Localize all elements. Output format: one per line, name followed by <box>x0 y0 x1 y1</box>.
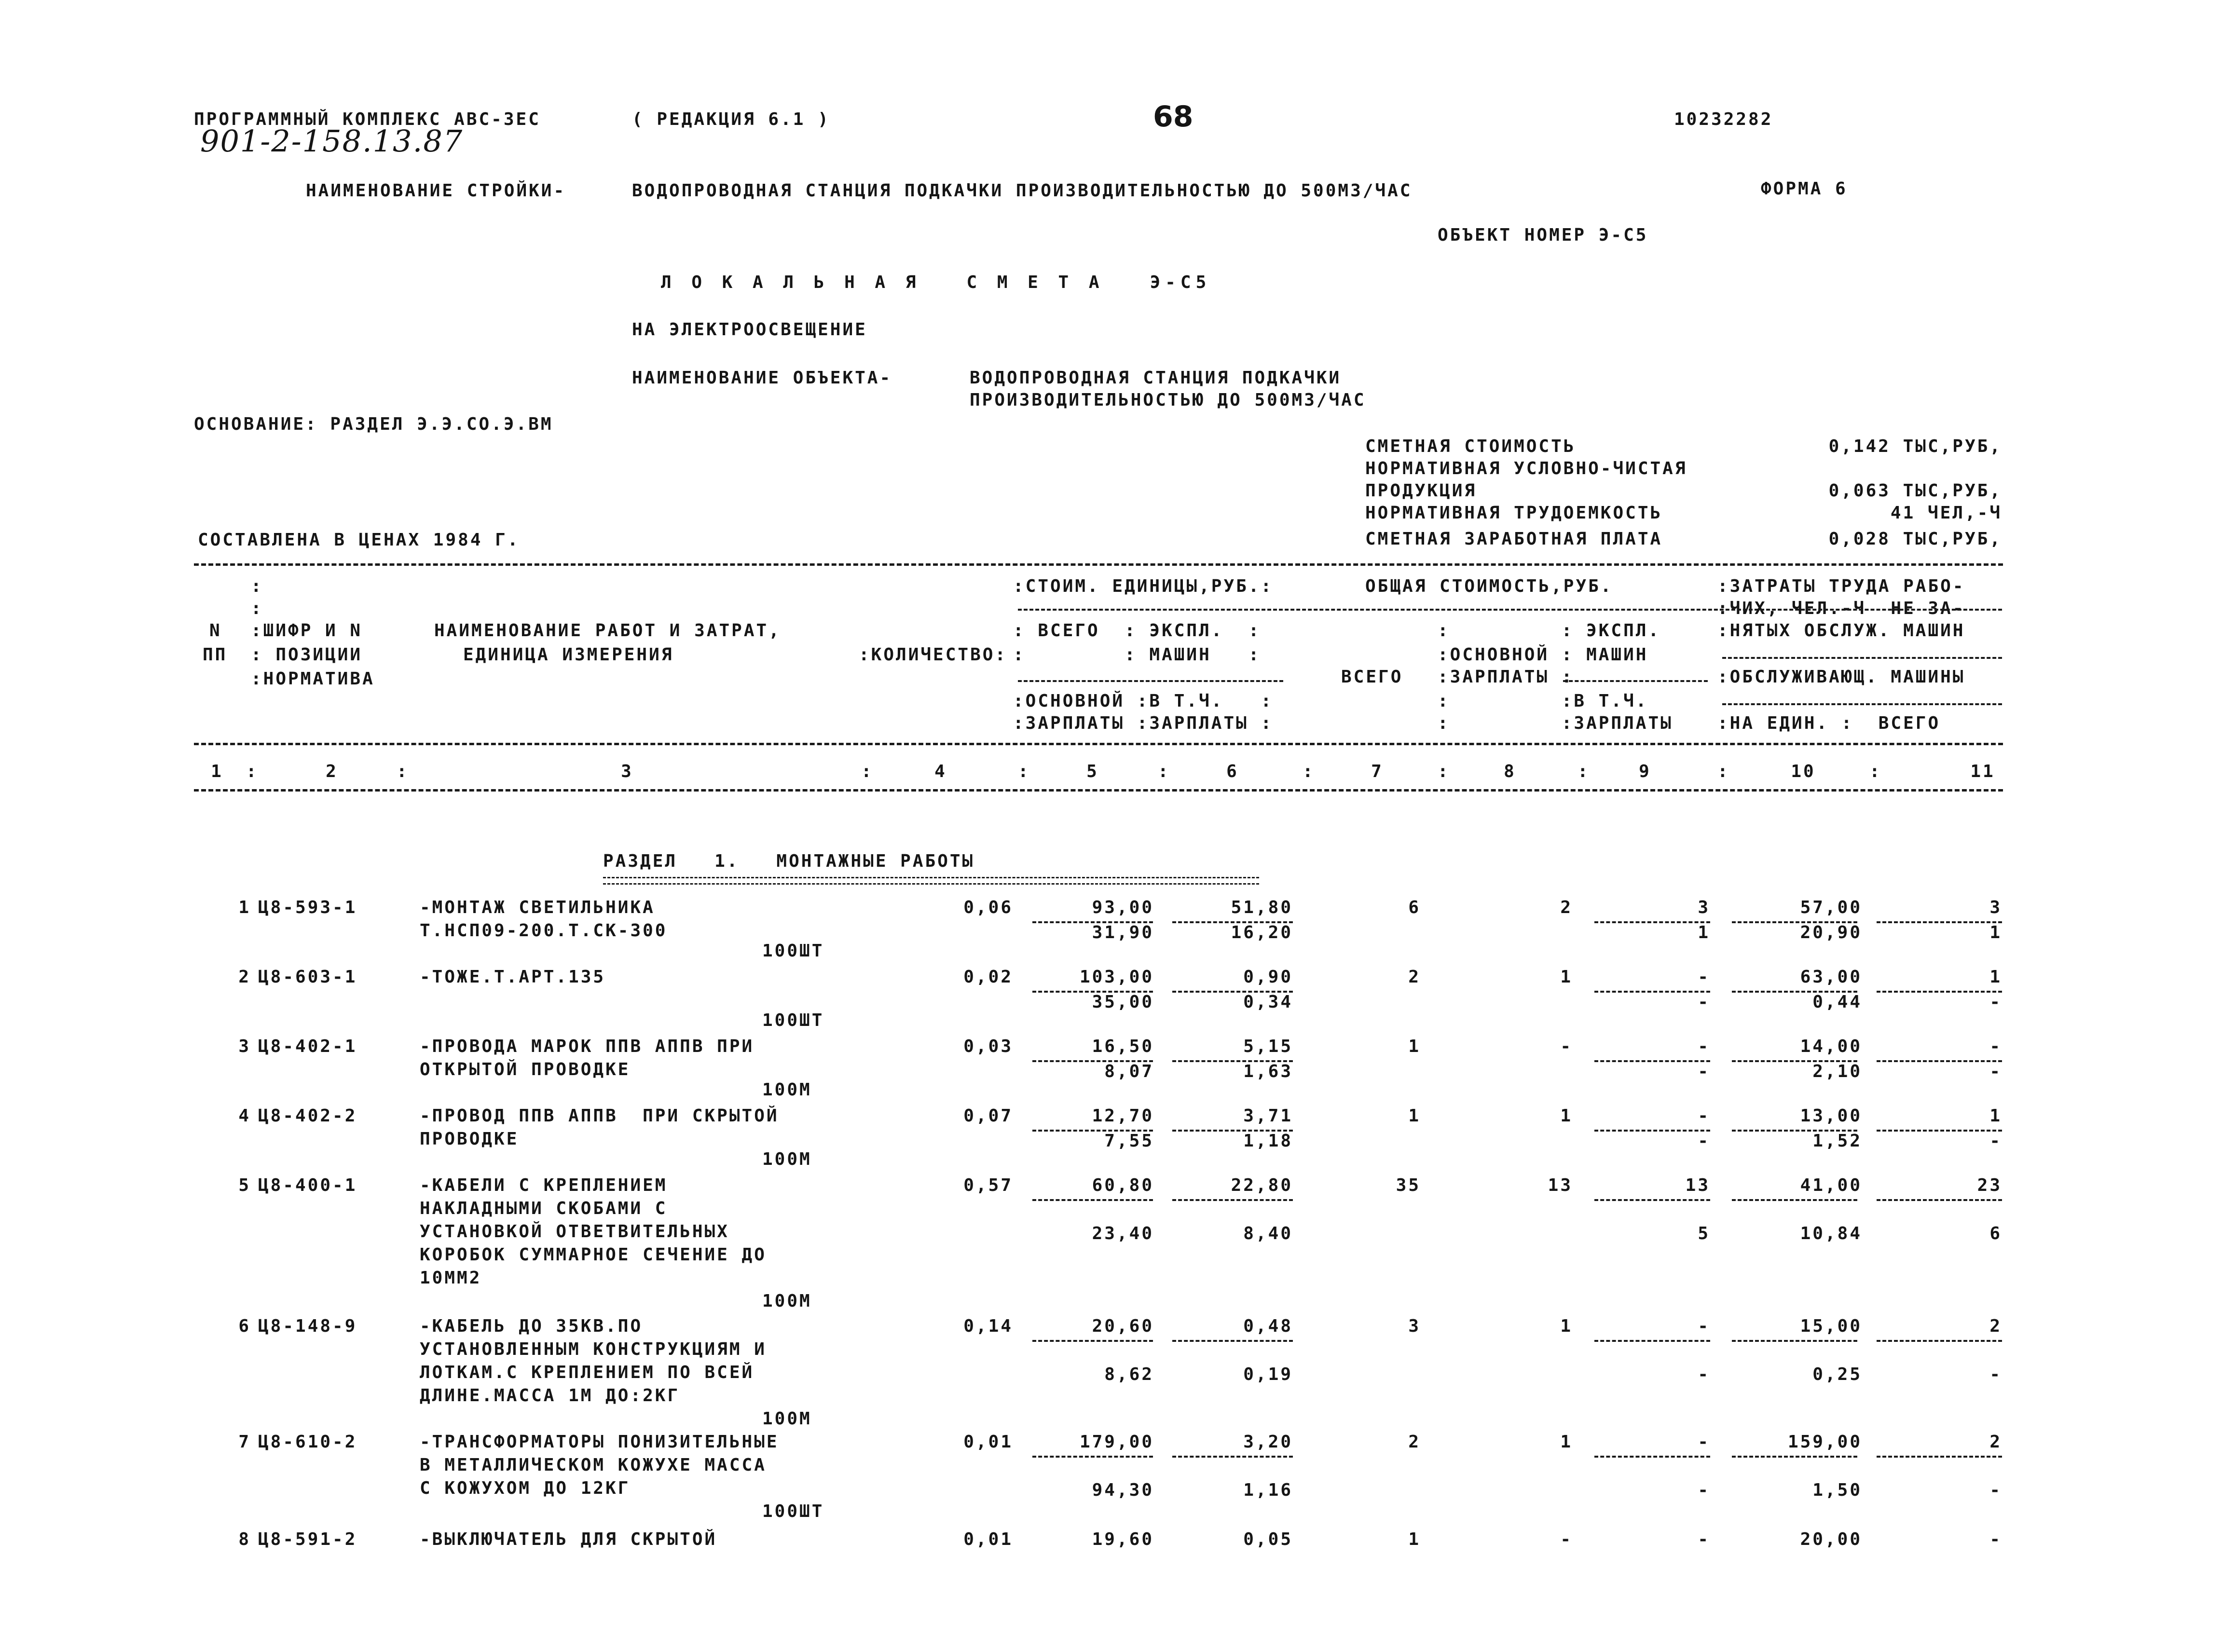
row-quantity: 0,57 <box>963 1175 1013 1195</box>
total-cost: 1 <box>1408 1529 1421 1549</box>
edition: ( РЕДАКЦИЯ 6.1 ) <box>632 109 830 129</box>
row-number: 3 <box>238 1037 251 1056</box>
hdr-total-d: : :В Т.Ч. <box>1438 691 1648 711</box>
row-description: -ПРОВОД ППВ АППВ ПРИ СКРЫТОЙ <box>420 1106 779 1126</box>
labor-machines-total: - <box>1989 1062 2002 1081</box>
row-quantity: 0,01 <box>963 1529 1013 1549</box>
labor-rule <box>1877 1456 2002 1458</box>
labor-machines-per-unit: 0,44 <box>1812 992 1862 1012</box>
hdr-unit-cost-d: :ЗАРПЛАТЫ :ЗАРПЛАТЫ : <box>1013 713 1274 733</box>
total-base-wage: - <box>1560 1529 1573 1549</box>
column-number: 2 <box>326 762 338 781</box>
labor-per-unit: 57,00 <box>1800 898 1862 917</box>
total-machines: - <box>1698 1432 1710 1452</box>
total-base-wage: 1 <box>1560 967 1573 987</box>
summary-label-net-2: ПРОДУКЦИЯ <box>1365 481 1477 501</box>
object-name-line1: ВОДОПРОВОДНАЯ СТАНЦИЯ ПОДКАЧКИ <box>970 368 1342 388</box>
row-unit: 100М <box>762 1149 812 1169</box>
row-quantity: 0,02 <box>963 967 1013 987</box>
total-cost: 2 <box>1408 1432 1421 1452</box>
total-cost: 35 <box>1396 1175 1421 1195</box>
hdr-quantity: :КОЛИЧЕСТВО: <box>859 645 1008 665</box>
total-base-wage: 1 <box>1560 1316 1573 1336</box>
total-machines: 3 <box>1698 898 1710 917</box>
hdr-total-all: ВСЕГО <box>1341 667 1403 687</box>
labor-total: 1 <box>1989 967 2002 987</box>
labor-machines-total: - <box>1989 1480 2002 1500</box>
unit-cost-total: 19,60 <box>1092 1529 1154 1549</box>
row-number: 4 <box>238 1106 251 1126</box>
unit-cost-total: 16,50 <box>1092 1037 1154 1056</box>
total-machines-wage: - <box>1698 1480 1710 1500</box>
row-unit: 100ШТ <box>762 1010 824 1030</box>
total-cost: 3 <box>1408 1316 1421 1336</box>
unit-cost-base-wage: 94,30 <box>1092 1480 1154 1500</box>
total-machines-wage: 1 <box>1698 923 1710 942</box>
labor-machines-per-unit: 1,50 <box>1812 1480 1862 1500</box>
unit-cost-machines: 3,20 <box>1243 1432 1293 1452</box>
labor-machines-per-unit: 10,84 <box>1800 1224 1862 1243</box>
total-rule <box>1594 1130 1710 1132</box>
unit-cost-machines: 0,90 <box>1243 967 1293 987</box>
unit-cost-rule <box>1032 1456 1153 1458</box>
hdr-col1-line2: : <box>251 599 263 618</box>
unit-cost-total: 20,60 <box>1092 1316 1154 1336</box>
total-rule <box>1594 1340 1710 1342</box>
column-number: 5 <box>1086 762 1099 781</box>
column-separator: : <box>397 762 409 781</box>
total-rule <box>1594 1060 1710 1062</box>
hdr-rule-2 <box>1018 680 1283 682</box>
form-number: ФОРМА 6 <box>1761 179 1848 199</box>
row-description: УСТАНОВЛЕННЫМ КОНСТРУКЦИЯМ И <box>420 1339 767 1359</box>
unit-cost-machines-wage: 0,34 <box>1243 992 1293 1012</box>
unit-cost-total: 60,80 <box>1092 1175 1154 1195</box>
labor-total: - <box>1989 1529 2002 1549</box>
column-separator: : <box>1717 762 1730 781</box>
hdr-labor-title: :ЗАТРАТЫ ТРУДА РАБО- <box>1717 576 1965 596</box>
labor-total: 2 <box>1989 1316 2002 1336</box>
total-machines-wage: 5 <box>1698 1224 1710 1243</box>
hdr-total-a: : : ЭКСПЛ. <box>1438 621 1661 641</box>
summary-label-net: НОРМАТИВНАЯ УСЛОВНО-ЧИСТАЯ <box>1365 459 1687 478</box>
total-machines-wage: - <box>1698 1365 1710 1384</box>
total-machines: - <box>1698 1037 1710 1056</box>
row-description: -ТОЖЕ.Т.АРТ.135 <box>420 967 606 987</box>
row-description: УСТАНОВКОЙ ОТВЕТВИТЕЛЬНЫХ <box>420 1222 729 1242</box>
row-number: 8 <box>238 1529 251 1549</box>
row-description: -КАБЕЛИ С КРЕПЛЕНИЕМ <box>420 1175 668 1195</box>
row-description: С КОЖУХОМ ДО 12КГ <box>420 1478 631 1498</box>
summary-label-cost: СМЕТНАЯ СТОИМОСТЬ <box>1365 437 1576 456</box>
unit-cost-base-wage: 7,55 <box>1104 1131 1154 1151</box>
column-number: 4 <box>934 762 947 781</box>
labor-per-unit: 20,00 <box>1800 1529 1862 1549</box>
labor-total: 2 <box>1989 1432 2002 1452</box>
unit-cost-machines-wage: 16,20 <box>1231 923 1293 942</box>
row-unit: 100М <box>762 1409 812 1429</box>
labor-machines-total: - <box>1989 1131 2002 1151</box>
unit-cost-machines: 5,15 <box>1243 1037 1293 1056</box>
hdr-rule-3 <box>1563 680 1708 682</box>
hdr-labor-a: :ЧИХ, ЧЕЛ.-Ч НЕ ЗА- <box>1717 599 1965 618</box>
hdr-unit-cost-b: : : МАШИН : <box>1013 645 1261 665</box>
column-separator: : <box>1018 762 1030 781</box>
row-unit: 100М <box>762 1291 812 1311</box>
row-code: Ц8-148-9 <box>258 1316 357 1336</box>
unit-cost-rule <box>1172 1456 1293 1458</box>
column-number: 6 <box>1226 762 1239 781</box>
row-name-value: ВОДОПРОВОДНАЯ СТАНЦИЯ ПОДКАЧКИ ПРОИЗВОДИТЕЛЬНОСТЬЮ ДО 500М3/ЧАС <box>632 181 1413 201</box>
document-title: Л О К А Л Ь Н А Я С М Е Т А Э-С5 <box>661 273 1211 292</box>
labor-rule <box>1732 1199 1857 1201</box>
column-number: 7 <box>1371 762 1384 781</box>
unit-cost-total: 179,00 <box>1079 1432 1154 1452</box>
hdr-labor-d: :НА ЕДИН. : ВСЕГО <box>1717 713 1941 733</box>
unit-cost-machines: 0,48 <box>1243 1316 1293 1336</box>
hdr-unit-cost-a: : ВСЕГО : ЭКСПЛ. : <box>1013 621 1261 641</box>
hdr-rule-4 <box>1722 657 2002 659</box>
total-machines: - <box>1698 1529 1710 1549</box>
total-rule <box>1594 991 1710 993</box>
object-name-line2: ПРОИЗВОДИТЕЛЬНОСТЬЮ ДО 500М3/ЧАС <box>970 390 1366 410</box>
total-base-wage: 1 <box>1560 1106 1573 1126</box>
labor-machines-total: - <box>1989 992 2002 1012</box>
total-machines: - <box>1698 967 1710 987</box>
row-description: ЛОТКАМ.С КРЕПЛЕНИЕМ ПО ВСЕЙ <box>420 1363 754 1382</box>
hdr-rule-5 <box>1722 703 2002 705</box>
unit-cost-total: 103,00 <box>1079 967 1154 987</box>
hdr-total-title: ОБЩАЯ СТОИМОСТЬ,РУБ. <box>1365 576 1613 596</box>
column-number: 10 <box>1791 762 1816 781</box>
labor-machines-per-unit: 0,25 <box>1812 1365 1862 1384</box>
row-description: Т.НСП09-200.Т.СК-300 <box>420 921 668 941</box>
labor-per-unit: 14,00 <box>1800 1037 1862 1056</box>
hdr-col2-line3: : ПОЗИЦИИ <box>251 645 363 665</box>
hdr-total-e: : :ЗАРПЛАТЫ <box>1438 713 1673 733</box>
labor-rule <box>1877 1130 2002 1132</box>
program-name: ПРОГРАММНЫЙ КОМПЛЕКС АВС-ЗЕС <box>194 109 541 129</box>
summary-value-net: 0,063 ТЫС,РУБ, <box>1828 481 2002 501</box>
column-separator: : <box>861 762 874 781</box>
total-base-wage: 2 <box>1560 898 1573 917</box>
page-number: 68 <box>1153 100 1193 134</box>
labor-total: 3 <box>1989 898 2002 917</box>
unit-cost-rule <box>1172 1340 1293 1342</box>
unit-cost-rule <box>1172 1199 1293 1201</box>
column-separator: : <box>1303 762 1315 781</box>
row-quantity: 0,01 <box>963 1432 1013 1452</box>
row-number: 5 <box>238 1175 251 1195</box>
column-separator: : <box>1438 762 1450 781</box>
labor-rule <box>1877 1060 2002 1062</box>
row-description: КОРОБОК СУММАРНОЕ СЕЧЕНИЕ ДО <box>420 1245 767 1265</box>
row-description: НАКЛАДНЫМИ СКОБАМИ С <box>420 1199 668 1218</box>
basis-text: ОСНОВАНИЕ: РАЗДЕЛ Э.Э.СО.Э.ВМ <box>194 414 553 434</box>
hdr-rule-1 <box>1018 609 2002 611</box>
total-rule <box>1594 1456 1710 1458</box>
price-level-text: СОСТАВЛЕНА В ЦЕНАХ 1984 Г. <box>198 530 520 550</box>
hdr-total-c: :ЗАРПЛАТЫ : <box>1438 667 1574 687</box>
row-description: ОТКРЫТОЙ ПРОВОДКЕ <box>420 1060 631 1079</box>
row-code: Ц8-402-1 <box>258 1037 357 1056</box>
row-name-label: НАИМЕНОВАНИЕ СТРОЙКИ- <box>306 181 566 201</box>
header-bottom-rule <box>194 743 2003 745</box>
total-machines-wage: - <box>1698 992 1710 1012</box>
labor-machines-total: 1 <box>1989 923 2002 942</box>
labor-rule <box>1732 1340 1857 1342</box>
hdr-col1-line4: ПП <box>203 645 228 665</box>
row-unit: 100М <box>762 1080 812 1100</box>
row-number: 2 <box>238 967 251 987</box>
total-rule <box>1594 1199 1710 1201</box>
column-number: 9 <box>1639 762 1651 781</box>
row-quantity: 0,06 <box>963 898 1013 917</box>
labor-machines-per-unit: 1,52 <box>1812 1131 1862 1151</box>
labor-total: 1 <box>1989 1106 2002 1126</box>
hdr-col3-line2: ЕДИНИЦА ИЗМЕРЕНИЯ <box>463 645 674 665</box>
unit-cost-rule <box>1032 1340 1153 1342</box>
unit-cost-machines-wage: 1,63 <box>1243 1062 1293 1081</box>
hdr-unit-cost-c: :ОСНОВНОЙ :В Т.Ч. : <box>1013 691 1274 711</box>
row-code: Ц8-402-2 <box>258 1106 357 1126</box>
labor-total: - <box>1989 1037 2002 1056</box>
total-base-wage: 1 <box>1560 1432 1573 1452</box>
hdr-labor-b: :НЯТЫХ ОБСЛУЖ. МАШИН <box>1717 621 1965 641</box>
labor-per-unit: 63,00 <box>1800 967 1862 987</box>
total-base-wage: 13 <box>1548 1175 1573 1195</box>
unit-cost-base-wage: 31,90 <box>1092 923 1154 942</box>
column-number: 8 <box>1504 762 1516 781</box>
labor-rule <box>1877 921 2002 923</box>
summary-value-labor: 41 ЧЕЛ,-Ч <box>1890 503 2002 523</box>
hdr-total-b: :ОСНОВНОЙ : МАШИН <box>1438 645 1648 665</box>
row-description: -ВЫКЛЮЧАТЕЛЬ ДЛЯ СКРЫТОЙ <box>420 1529 717 1549</box>
unit-cost-machines-wage: 1,18 <box>1243 1131 1293 1151</box>
row-number: 1 <box>238 898 251 917</box>
total-machines: 13 <box>1685 1175 1710 1195</box>
row-quantity: 0,07 <box>963 1106 1013 1126</box>
row-code: Ц8-593-1 <box>258 898 357 917</box>
hdr-col2-line2: :ШИФР И N <box>251 621 363 641</box>
summary-value-cost: 0,142 ТЫС,РУБ, <box>1828 437 2002 456</box>
row-description: -КАБЕЛЬ ДО 35КВ.ПО <box>420 1316 643 1336</box>
labor-rule <box>1877 1340 2002 1342</box>
object-name-label: НАИМЕНОВАНИЕ ОБЪЕКТА- <box>632 368 892 388</box>
handwritten-number: 901-2-158.13.87 <box>200 123 464 159</box>
unit-cost-machines-wage: 1,16 <box>1243 1480 1293 1500</box>
total-machines-wage: - <box>1698 1131 1710 1151</box>
unit-cost-machines-wage: 0,19 <box>1243 1365 1293 1384</box>
labor-rule <box>1732 1456 1857 1458</box>
row-description: ПРОВОДКЕ <box>420 1129 519 1149</box>
unit-cost-total: 93,00 <box>1092 898 1154 917</box>
row-description: ДЛИНЕ.МАССА 1М ДО:2КГ <box>420 1386 680 1406</box>
row-code: Ц8-610-2 <box>258 1432 357 1452</box>
summary-label-labor: НОРМАТИВНАЯ ТРУДОЕМКОСТЬ <box>1365 503 1663 523</box>
labor-per-unit: 159,00 <box>1787 1432 1862 1452</box>
total-machines: - <box>1698 1106 1710 1126</box>
column-number: 1 <box>211 762 223 781</box>
labor-rule <box>1877 1199 2002 1201</box>
header-top-rule <box>194 563 2003 566</box>
row-unit: 100ШТ <box>762 941 824 961</box>
total-cost: 6 <box>1408 898 1421 917</box>
unit-cost-rule <box>1032 1199 1153 1201</box>
total-rule <box>1594 921 1710 923</box>
column-number: 11 <box>1970 762 1995 781</box>
row-number: 7 <box>238 1432 251 1452</box>
row-description: -МОНТАЖ СВЕТИЛЬНИКА <box>420 898 655 917</box>
labor-per-unit: 13,00 <box>1800 1106 1862 1126</box>
hdr-col1-line1: : <box>251 576 263 596</box>
unit-cost-machines: 3,71 <box>1243 1106 1293 1126</box>
row-quantity: 0,14 <box>963 1316 1013 1336</box>
total-cost: 1 <box>1408 1037 1421 1056</box>
section-title: РАЗДЕЛ 1. МОНТАЖНЫЕ РАБОТЫ <box>603 851 975 871</box>
document-subtitle: НА ЭЛЕКТРООСВЕЩЕНИЕ <box>632 320 867 340</box>
labor-total: 23 <box>1977 1175 2002 1195</box>
row-number: 6 <box>238 1316 251 1336</box>
hdr-unit-cost-title: :СТОИМ. ЕДИНИЦЫ,РУБ.: <box>1013 576 1274 596</box>
hdr-col3-line1: НАИМЕНОВАНИЕ РАБОТ И ЗАТРАТ, <box>434 621 781 641</box>
hdr-col2-line4: :НОРМАТИВА <box>251 669 375 689</box>
unit-cost-machines: 51,80 <box>1231 898 1293 917</box>
row-description: -ТРАНСФОРМАТОРЫ ПОНИЗИТЕЛЬНЫЕ <box>420 1432 779 1452</box>
summary-label-wage: СМЕТНАЯ ЗАРАБОТНАЯ ПЛАТА <box>1365 529 1663 549</box>
labor-machines-total: - <box>1989 1365 2002 1384</box>
unit-cost-machines: 0,05 <box>1243 1529 1293 1549</box>
column-separator: : <box>1158 762 1170 781</box>
hdr-labor-c: :ОБСЛУЖИВАЮЩ. МАШИНЫ <box>1717 667 1965 687</box>
labor-per-unit: 41,00 <box>1800 1175 1862 1195</box>
unit-cost-base-wage: 8,07 <box>1104 1062 1154 1081</box>
row-unit: 100ШТ <box>762 1502 824 1521</box>
row-code: Ц8-591-2 <box>258 1529 357 1549</box>
column-number: 3 <box>621 762 633 781</box>
labor-machines-per-unit: 20,90 <box>1800 923 1862 942</box>
row-quantity: 0,03 <box>963 1037 1013 1056</box>
total-machines-wage: - <box>1698 1062 1710 1081</box>
document-code: 10232282 <box>1674 109 1773 129</box>
row-code: Ц8-603-1 <box>258 967 357 987</box>
unit-cost-base-wage: 35,00 <box>1092 992 1154 1012</box>
labor-machines-per-unit: 2,10 <box>1812 1062 1862 1081</box>
labor-per-unit: 15,00 <box>1800 1316 1862 1336</box>
labor-rule <box>1877 991 2002 993</box>
unit-cost-total: 12,70 <box>1092 1106 1154 1126</box>
summary-value-wage: 0,028 ТЫС,РУБ, <box>1828 529 2002 549</box>
column-number-rule <box>194 789 2003 792</box>
labor-machines-total: 6 <box>1989 1224 2002 1243</box>
column-separator: : <box>246 762 259 781</box>
object-number: ОБЪЕКТ НОМЕР Э-С5 <box>1438 225 1648 245</box>
total-cost: 1 <box>1408 1106 1421 1126</box>
total-machines: - <box>1698 1316 1710 1336</box>
row-code: Ц8-400-1 <box>258 1175 357 1195</box>
hdr-col1-line3: N <box>209 621 222 641</box>
unit-cost-machines-wage: 8,40 <box>1243 1224 1293 1243</box>
column-separator: : <box>1869 762 1882 781</box>
row-description: 10ММ2 <box>420 1268 482 1288</box>
total-cost: 2 <box>1408 967 1421 987</box>
unit-cost-base-wage: 23,40 <box>1092 1224 1154 1243</box>
row-description: В МЕТАЛЛИЧЕСКОМ КОЖУХЕ МАССА <box>420 1455 767 1475</box>
unit-cost-base-wage: 8,62 <box>1104 1365 1154 1384</box>
row-description: -ПРОВОДА МАРОК ППВ АППВ ПРИ <box>420 1037 754 1056</box>
total-base-wage: - <box>1560 1037 1573 1056</box>
section-underline <box>603 877 1259 885</box>
unit-cost-machines: 22,80 <box>1231 1175 1293 1195</box>
column-separator: : <box>1577 762 1590 781</box>
